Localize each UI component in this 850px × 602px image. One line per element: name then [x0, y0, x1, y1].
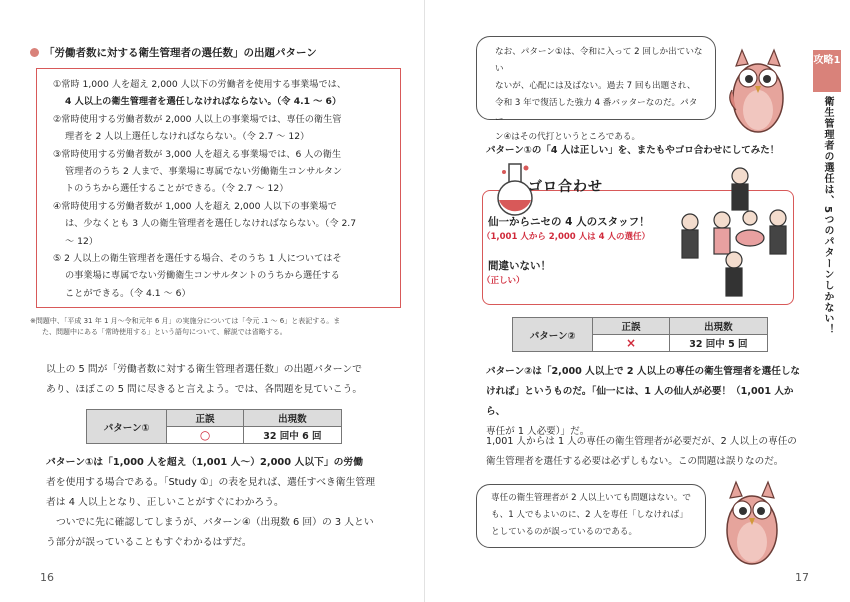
column-frequency: 出現数 [669, 318, 767, 335]
pattern-4-line: ④常時使用する労働者数が 1,000 人を超え 2,000 人以下の事業場で [53, 200, 337, 212]
bubble-line: 専任の衛生管理者が 2 人以上いても問題はない。で [491, 493, 691, 503]
bubble-line: 令和 3 年で復活した強力 4 番バッターなのだ。パター [495, 98, 698, 125]
pattern-label: パターン② [513, 318, 593, 352]
goro-intro-text: パターン①の「4 人は正しい」を、またもやゴロ合わせにしてみた！ [486, 145, 780, 156]
owl-icon [722, 38, 794, 138]
speech-bubble-2 [476, 484, 706, 548]
pattern-label: パターン① [87, 410, 167, 444]
pattern-4-line: ～ 12） [65, 235, 98, 247]
pattern-4-line: は、少なくとも 3 人の衛生管理者を選任しなければならない。（令 2.7 [65, 218, 357, 230]
frequency-value: 32 回中 6 回 [243, 427, 341, 444]
pattern-3-line: 管理者のうち 2 人まで、事業場に専属でない労働衛生コンサルタン [65, 166, 343, 178]
goro-line-2-sub: （正しい） [482, 276, 525, 286]
pattern-2-explanation [486, 362, 811, 442]
paragraph-line: パターン②は「2,000 人以上で 2 人以上の専任の衛生管理者を選任しな [486, 366, 801, 377]
incorrect-mark: × [593, 335, 669, 352]
paragraph-line: 1,001 人からは 1 人の専任の衛生管理者が必要だが、2 人以上の専任の [486, 436, 797, 447]
speech-bubble-1 [476, 36, 716, 142]
pattern-1-table [86, 409, 342, 444]
pattern-1-line: ①常時 1,000 人を超え 2,000 人以下の労働者を使用する事業場では、 [53, 79, 347, 90]
column-correctness: 正誤 [167, 410, 243, 427]
staff-illustration [670, 162, 795, 302]
paragraph-line: 専任が 1 人必要）」だ。 [486, 426, 590, 437]
bubble-line: ないが、心配には及ばない。過去 7 回も出題され、 [495, 81, 696, 91]
pattern-5-line: ことができる。（令 4.1 ～ 6） [65, 287, 191, 299]
paragraph-line: 者は 4 人以上となり、正しいことがすぐにわかろう。 [46, 497, 284, 508]
paragraph-line: 者を使用する場合である。「Study ①」の表を見れば、選任すべき衛生管理 [46, 477, 375, 488]
footnote-line: ※問題中、「平成 31 年 1 月～令和元年 6 月」の実施分については「令元 .1 ～ 6」と表記する。ま [30, 317, 341, 325]
goro-line-1-sub: （1,001 人から 2,000 人は 4 人の選任） [482, 232, 650, 242]
pattern-3-line: ③常時使用する労働者数が 3,000 人を超える事業場では、6 人の衛生 [53, 148, 342, 160]
bubble-line: なお、パターン①は、令和に入って 2 回しか出ていない [495, 47, 703, 74]
footnote-line: た、問題中にある「常時使用する」という語句について、解説では省略する。 [42, 328, 287, 336]
paragraph-line: 以上の 5 問が「労働者数に対する衛生管理者選任数」の出題パターンで [46, 364, 362, 375]
pattern-2-table [512, 317, 768, 352]
goro-line-1: 仙一からニセの 4 人のスタッフ！ [488, 216, 650, 228]
pattern-2-analysis [486, 432, 811, 472]
column-correctness: 正誤 [593, 318, 669, 335]
pattern-2-line: 理者を 2 人以上選任しなければならない。（令 2.7 ～ 12） [65, 131, 310, 143]
paragraph-line: 衛生管理者を選任する必要は必ずしもない。この問題は誤りなのだ。 [486, 456, 784, 467]
question-patterns-box [36, 68, 401, 308]
page-number: 16 [40, 571, 54, 584]
paragraph-line: ついでに先に確認してしまうが、パターン④（出現数 6 回）の 3 人とい [56, 517, 374, 528]
frequency-value: 32 回中 5 回 [669, 335, 767, 352]
page-number: 17 [795, 571, 809, 584]
goro-title: ゴロ合わせ [528, 179, 603, 195]
goro-intro [486, 141, 806, 161]
pattern-3-line: トのうちから選任することができる。（令 2.7 ～ 12） [65, 183, 289, 195]
bullet-icon [30, 48, 39, 57]
column-frequency: 出現数 [243, 410, 341, 427]
chapter-vertical-title: 衛生管理者の選任は、5つのパターンしかない！ [822, 96, 833, 335]
pattern-1-explanation [46, 453, 406, 553]
bubble-line: としているのが誤っているのである。 [491, 527, 638, 537]
paragraph-line: ければ」というものだ。「仙一には、1 人の仙人が必要！（1,001 人から、 [486, 386, 794, 417]
intro-paragraph [46, 360, 406, 400]
paragraph-line: パターン①は「1,000 人を超え（1,001 人～）2,000 人以下」の労働 [46, 457, 364, 468]
owl-icon [716, 470, 788, 570]
pattern-5-line: ⑤ 2 人以上の衛生管理者を選任する場合、そのうち 1 人についてはそ [53, 253, 342, 265]
pattern-5-line: の事業場に専属でない労働衛生コンサルタントのうちから選任する [65, 270, 340, 282]
bubble-line: ン④はその代打というところである。 [495, 132, 641, 142]
pattern-2-line: ②常時使用する労働者数が 2,000 人以上の事業場では、専任の衛生管 [53, 113, 342, 125]
footnote [30, 316, 405, 338]
chapter-tab: 攻略1 [813, 50, 841, 92]
goro-line-2: 間違いない！ [488, 260, 551, 272]
section-heading: 「労働者数に対する衛生管理者の選任数」の出題パターン [30, 45, 317, 60]
pattern-1-line: 4 人以上の衛生管理者を選任しなければならない。（令 4.1 ～ 6） [65, 96, 342, 108]
correct-mark: ○ [167, 427, 243, 444]
bubble-line: も、1 人でもよいのに、2 人を専任「しなければ」 [491, 510, 688, 520]
paragraph-line: う部分が誤っていることもすぐわかるはずだ。 [46, 537, 252, 548]
paragraph-line: あり、ほぼこの 5 問に尽きると言えよう。では、各問題を見ていこう。 [46, 384, 363, 395]
